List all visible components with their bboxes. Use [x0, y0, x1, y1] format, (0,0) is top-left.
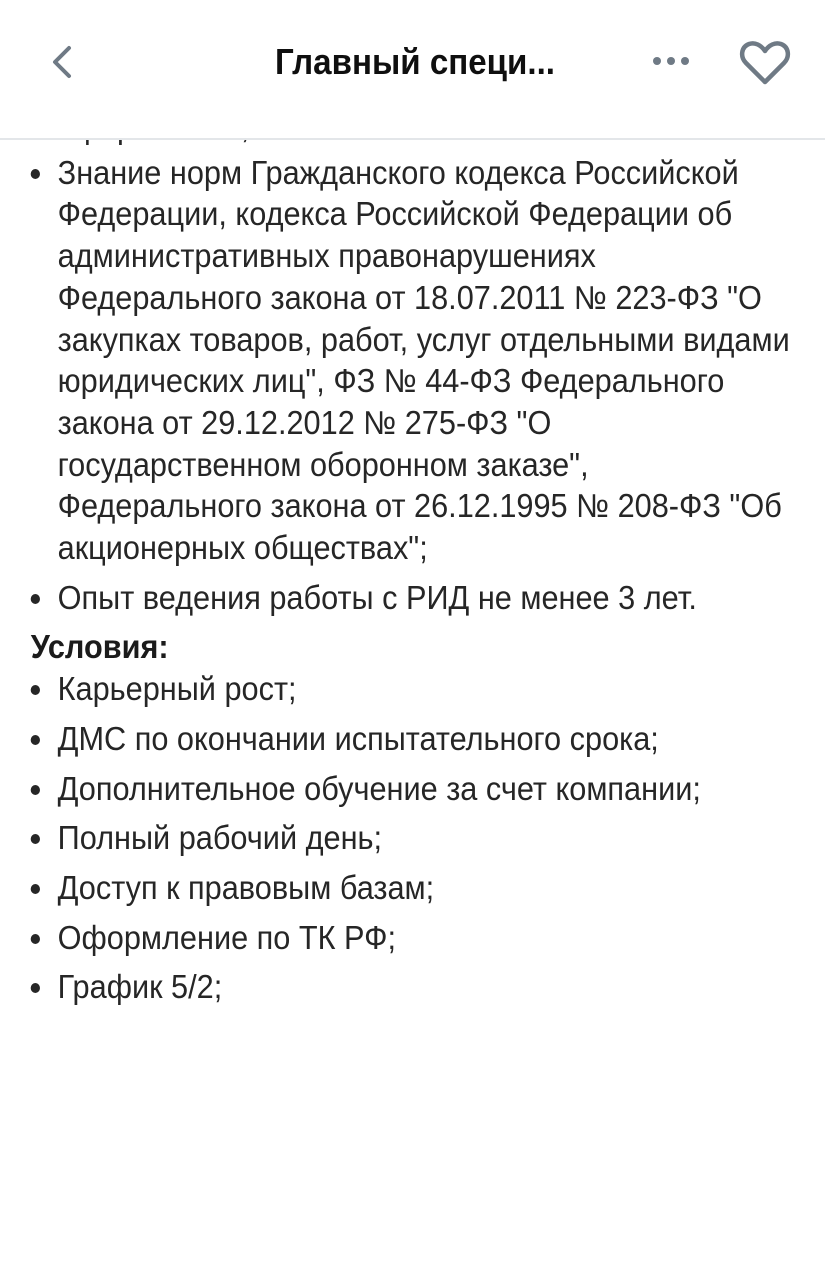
page-title: Главный специ... — [275, 41, 555, 82]
list-item: ДМС по окончании испытательного срока; — [0, 718, 800, 760]
more-options-button[interactable] — [646, 46, 696, 76]
ellipsis-icon — [653, 57, 661, 65]
ellipsis-icon — [681, 57, 689, 65]
list-item: Карьерный рост; — [0, 668, 800, 710]
bullet-icon — [31, 169, 40, 179]
top-nav-bar — [0, 0, 825, 140]
bullet-icon — [31, 934, 40, 944]
bullet-icon — [31, 834, 40, 844]
list-item: Полный рабочий день; — [0, 817, 800, 859]
list-item: График 5/2; — [0, 966, 800, 1008]
conditions-list — [0, 668, 800, 1008]
list-item: Дополнительное обучение за счет компании; — [0, 768, 800, 810]
list-item: Опыт ведения работы с РИД не менее 3 лет. — [0, 577, 800, 619]
vacancy-description — [0, 106, 825, 1016]
bullet-icon — [31, 735, 40, 745]
list-item: Знание норм Гражданского кодекса Российской Федерации, кодекса Российской Федерации об административных правонарушениях Федерального закона от 18.07.2011 № 223-ФЗ "О закупках товаров, работ, услуг отдельными видами юридических лиц", ФЗ № 44-ФЗ Федерального закона от 29.12.2012 № 275-ФЗ "О государственном оборонном заказе", Федерального закона от 26.12.1995 № 208-ФЗ "Об акционерных обществах"; — [0, 152, 800, 569]
heart-outline-icon — [738, 38, 792, 86]
conditions-heading: Условия: — [30, 628, 169, 666]
list-item: Оформление по ТК РФ; — [0, 917, 800, 959]
bullet-icon — [31, 685, 40, 695]
ellipsis-icon — [667, 57, 675, 65]
list-item: Доступ к правовым базам; — [0, 867, 800, 909]
requirements-list — [0, 152, 800, 619]
favorite-button[interactable] — [736, 36, 794, 88]
chevron-left-icon — [49, 42, 75, 82]
bullet-icon — [31, 884, 40, 894]
bullet-icon — [31, 983, 40, 993]
back-button[interactable] — [40, 40, 84, 84]
bullet-icon — [31, 785, 40, 795]
bullet-icon — [31, 594, 40, 604]
